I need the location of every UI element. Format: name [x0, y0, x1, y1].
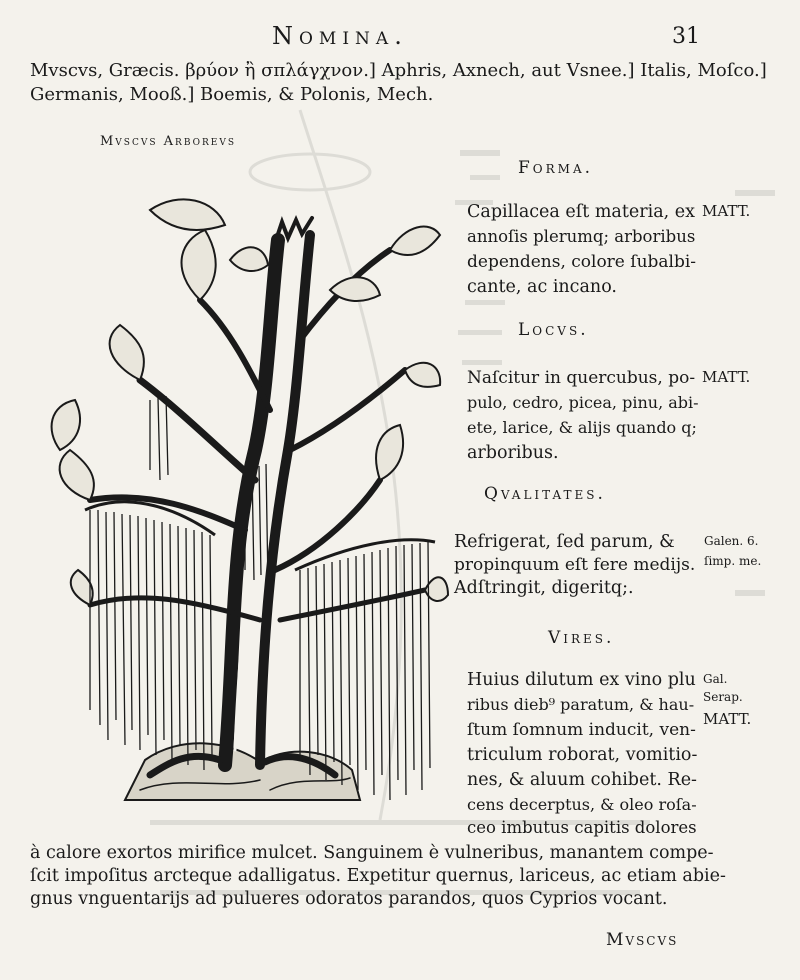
names-line-1: Mvscvs, Græcis. βρύον ἢ σπλάγχνον.] Aphris, Axnech, aut Vsnee.] Italis, Moſco.] [30, 60, 767, 81]
qualitates-line-2: propinquum eſt fere medijs. [454, 555, 696, 575]
qualitates-line-3: Adſtringit, digeritq;. [454, 578, 634, 598]
page-number: 31 [672, 24, 700, 49]
forma-line-4: cante, ac incano. [467, 277, 617, 297]
vires-line-7: ceo imbutus capitis dolores [467, 818, 697, 837]
locus-line-3: ete, larice, & alijs quando q; [467, 418, 697, 437]
margin-note-serap: Serap. [703, 690, 743, 704]
moss-tree-woodcut-icon [30, 150, 450, 815]
locus-line-1: Naſcitur in quercubus, po- [467, 368, 696, 388]
heading-forma: Forma. [518, 158, 594, 178]
margin-note-simp: ſimp. me. [704, 554, 762, 568]
vires-line-6: cens decerptus, & oleo roſa- [467, 795, 697, 814]
figure-caption: Mvscvs Arborevs [100, 134, 236, 149]
heading-locus: Locvs. [518, 320, 589, 340]
vires-line-4: triculum roborat, vomitio- [467, 745, 698, 765]
margin-note-galen: Galen. 6. [704, 534, 759, 548]
vires-line-2: ribus dieb⁹ paratum, & hau- [467, 695, 695, 714]
margin-note-gal: Gal. [703, 672, 728, 686]
heading-qualitates: Qvalitates. [484, 484, 606, 504]
vires-line-5: nes, & aluum cohibet. Re- [467, 770, 697, 790]
heading-vires: Vires. [548, 628, 615, 648]
full-line-3: gnus vnguentarijs ad pulueres odoratos parandos, quos Cyprios vocant. [30, 889, 668, 909]
margin-note-locus: MATT. [702, 368, 751, 386]
locus-line-2: pulo, cedro, picea, pinu, abi- [467, 393, 699, 412]
names-line-2: Germanis, Mooß.] Boemis, & Polonis, Mech. [30, 84, 434, 105]
margin-note-matt: MATT. [703, 710, 752, 728]
locus-line-4: arboribus. [467, 443, 559, 463]
forma-line-2: annoſis plerumq; arboribus [467, 227, 696, 246]
forma-line-3: dependens, colore ſubalbi- [467, 252, 697, 272]
full-line-1: à calore exortos mirifice mulcet. Sanguinem è vulneribus, manantem compe- [30, 843, 714, 863]
margin-note-forma: MATT. [702, 202, 751, 220]
full-line-2: ſcit impoſitus arcteque adalligatus. Expetitur quernus, lariceus, ac etiam abie- [30, 866, 726, 886]
vires-line-1: Huius dilutum ex vino plu [467, 670, 696, 690]
running-title: Nomina. [272, 22, 408, 50]
qualitates-line-1: Refrigerat, ſed parum, & [454, 532, 675, 552]
forma-line-1: Capillacea eſt materia, ex [467, 202, 695, 222]
vires-line-3: ſtum ſomnum inducit, ven- [467, 720, 696, 740]
catchword: Mvscvs [606, 930, 679, 950]
